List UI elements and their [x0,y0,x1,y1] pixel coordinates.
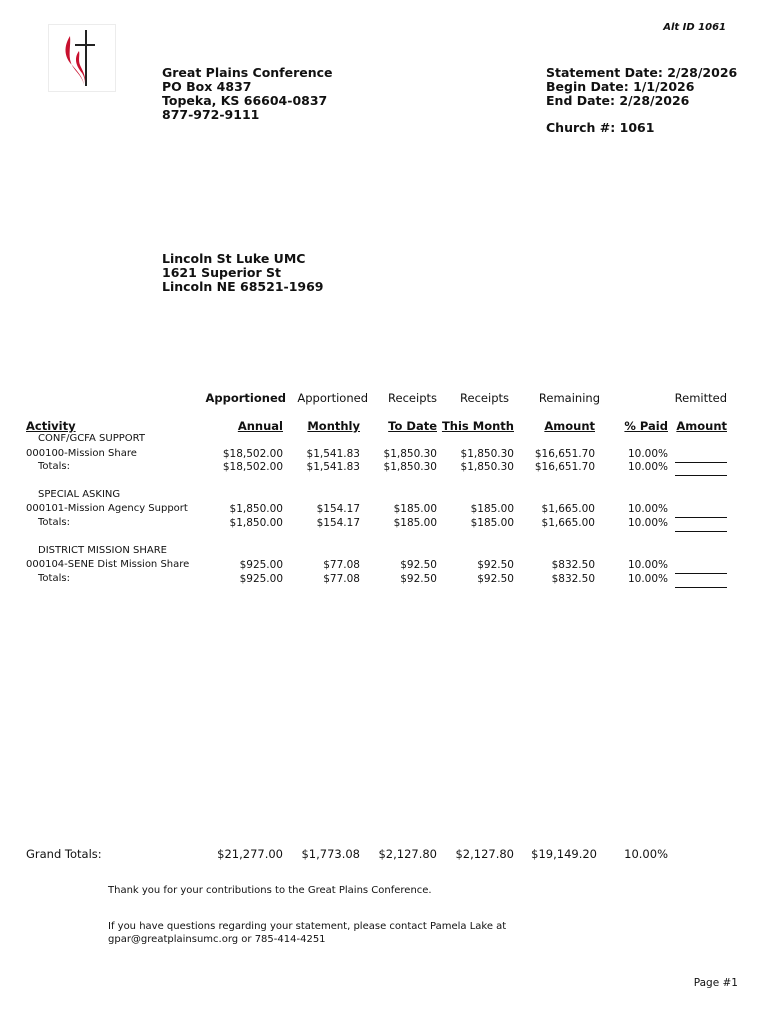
cell-this-month: $185.00 [470,503,514,515]
header-this-month: This Month [441,419,514,433]
line-item-label: 000101-Mission Agency Support [26,503,188,514]
contact-line-1: If you have questions regarding your statement, please contact Pamela Lake at [108,921,507,932]
totals-label: Totals: [38,517,70,528]
total-annual: $1,850.00 [229,517,283,529]
header-apportioned-1: Apportioned [205,391,286,405]
remitted-total-blank[interactable] [671,573,727,592]
remitted-total-blank[interactable] [671,517,727,536]
header-apportioned-2: Apportioned [297,391,368,405]
line-item-label: 000100-Mission Share [26,448,137,459]
total-annual: $925.00 [239,573,283,585]
cell-monthly: $154.17 [316,503,360,515]
grand-percent-paid: 10.00% [624,847,668,861]
church-street: 1621 Superior St [162,265,282,280]
total-remaining: $1,665.00 [541,517,595,529]
conference-phone: 877-972-9111 [162,107,260,122]
remitted-total-blank[interactable] [671,461,727,480]
cell-annual: $18,502.00 [222,448,283,460]
header-activity: Activity [26,419,76,433]
total-monthly: $154.17 [316,517,360,529]
contact-line-2: gpar@greatplainsumc.org or 785-414-4251 [108,934,326,945]
cell-percent-paid: 10.00% [627,448,668,460]
total-monthly: $1,541.83 [306,461,360,473]
group-title: CONF/GCFA SUPPORT [38,433,145,444]
line-item-label: 000104-SENE Dist Mission Share [26,559,190,570]
statement-date: Statement Date: 2/28/2026 [546,65,738,80]
page-number: Page #1 [693,977,738,989]
cell-to-date: $92.50 [400,559,437,571]
header-receipts-1: Receipts [388,391,437,405]
total-annual: $18,502.00 [222,461,283,473]
total-percent-paid: 10.00% [627,517,668,529]
header-annual: Annual [237,419,283,433]
header-receipts-2: Receipts [460,391,509,405]
header-monthly: Monthly [307,419,360,433]
total-this-month: $1,850.30 [460,461,514,473]
header-remaining: Remaining [538,391,600,405]
grand-monthly: $1,773.08 [301,847,360,861]
grand-totals-label: Grand Totals: [26,847,102,861]
total-this-month: $92.50 [477,573,514,585]
end-date: End Date: 2/28/2026 [546,93,690,108]
conference-address [162,66,333,122]
church-city: Lincoln NE 68521-1969 [162,279,324,294]
header-amount: Amount [544,419,595,433]
cell-remaining: $16,651.70 [534,448,595,460]
header-remitted-amount: Amount [676,419,727,433]
cell-this-month: $1,850.30 [460,448,514,460]
total-percent-paid: 10.00% [627,573,668,585]
alt-id: Alt ID 1061 [663,22,726,33]
church-address [162,252,324,294]
cell-monthly: $1,541.83 [306,448,360,460]
group-title: DISTRICT MISSION SHARE [38,545,167,556]
cell-annual: $1,850.00 [229,503,283,515]
statement-info [546,66,737,135]
conference-address-line2: Topeka, KS 66604-0837 [162,93,328,108]
total-percent-paid: 10.00% [627,461,668,473]
cross-and-flame-icon [48,24,116,92]
cell-percent-paid: 10.00% [627,559,668,571]
total-monthly: $77.08 [323,573,360,585]
grand-annual: $21,277.00 [217,847,283,861]
total-remaining: $832.50 [551,573,595,585]
cell-remaining: $1,665.00 [541,503,595,515]
grand-to-date: $2,127.80 [378,847,437,861]
contact-note [108,920,506,946]
cell-to-date: $1,850.30 [383,448,437,460]
begin-date: Begin Date: 1/1/2026 [546,79,695,94]
church-name: Lincoln St Luke UMC [162,251,306,266]
cell-annual: $925.00 [239,559,283,571]
conference-address-line1: PO Box 4837 [162,79,252,94]
cell-monthly: $77.08 [323,559,360,571]
church-number: Church #: 1061 [546,120,655,135]
cell-to-date: $185.00 [393,503,437,515]
total-to-date: $185.00 [393,517,437,529]
grand-this-month: $2,127.80 [455,847,514,861]
total-to-date: $92.50 [400,573,437,585]
header-to-date: To Date [388,419,437,433]
totals-label: Totals: [38,461,70,472]
cell-remaining: $832.50 [551,559,595,571]
total-to-date: $1,850.30 [383,461,437,473]
cell-percent-paid: 10.00% [627,503,668,515]
grand-remaining: $19,149.20 [531,847,597,861]
group-title: SPECIAL ASKING [38,489,121,500]
conference-name: Great Plains Conference [162,65,333,80]
thank-you-note: Thank you for your contributions to the Great Plains Conference. [108,885,432,896]
total-remaining: $16,651.70 [534,461,595,473]
header-remitted: Remitted [674,391,727,405]
header-percent-paid: % Paid [624,419,668,433]
total-this-month: $185.00 [470,517,514,529]
totals-label: Totals: [38,573,70,584]
cell-this-month: $92.50 [477,559,514,571]
